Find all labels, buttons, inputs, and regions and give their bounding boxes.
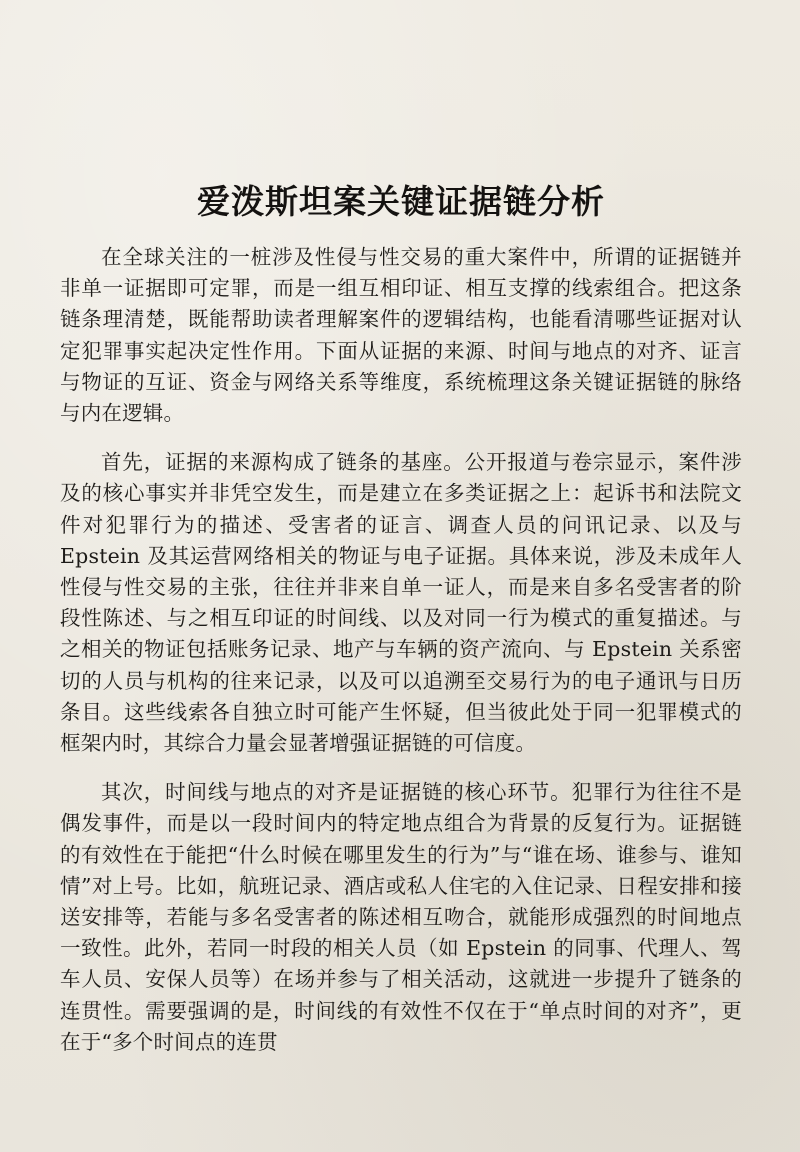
paragraph-evidence-sources: 首先，证据的来源构成了链条的基座。公开报道与卷宗显示，案件涉及的核心事实并非凭空发生，而是建立在多类证据之上：起诉书和法院文件对犯罪行为的描述、受害者的证言、调查人员的问讯记录、以及与 Epstein 及其运营网络相关的物证与电子证据。具体来说，涉及未成年人性侵与性交易的主张，往往并非来自单一证人，而是来自多名受害者的阶段性陈述、与之相互印证的时间线、以及对同一行为模式的重复描述。与之相关的物证包括账务记录、地产与车辆的资产流向、与 Epstein 关系密切的人员与机构的往来记录，以及可以追溯至交易行为的电子通讯与日历条目。这些线索各自独立时可能产生怀疑，但当彼此处于同一犯罪模式的框架内时，其综合力量会显著增强证据链的可信度。 — [60, 450, 742, 756]
paragraph-intro: 在全球关注的一桩涉及性侵与性交易的重大案件中，所谓的证据链并非单一证据即可定罪，而是一组互相印证、相互支撑的线索组合。把这条链条理清楚，既能帮助读者理解案件的逻辑结构，也能看清哪些证据对认定犯罪事实起决定性作用。下面从证据的来源、时间与地点的对齐、证言与物证的互证、资金与网络关系等维度，系统梳理这条关键证据链的脉络与内在逻辑。 — [60, 245, 742, 426]
paragraph-timeline-location: 其次，时间线与地点的对齐是证据链的核心环节。犯罪行为往往不是偶发事件，而是以一段时间内的特定地点组合为背景的反复行为。证据链的有效性在于能把“什么时候在哪里发生的行为”与“谁在场、谁参与、谁知情”对上号。比如，航班记录、酒店或私人住宅的入住记录、日程安排和接送安排等，若能与多名受害者的陈述相互吻合，就能形成强烈的时间地点一致性。此外，若同一时段的相关人员（如 Epstein 的同事、代理人、驾车人员、安保人员等）在场并参与了相关活动，这就进一步提升了链条的连贯性。需要强调的是，时间线的有效性不仅在于“单点时间的对齐”，更在于“多个时间点的连贯 — [60, 780, 742, 1054]
document-title: 爱泼斯坦案关键证据链分析 — [197, 182, 605, 221]
